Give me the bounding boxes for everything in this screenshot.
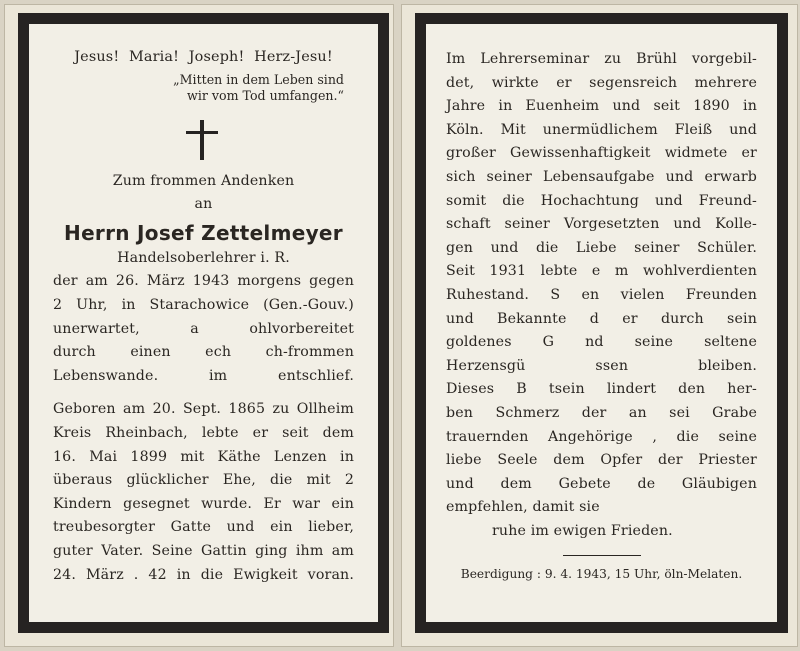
deceased-title: Handelsoberlehrer i. R.	[117, 249, 290, 266]
text-line: Geboren am 20. Sept. 1865 zu Ollheim	[53, 401, 354, 418]
text-line: 2 Uhr, in Starachowice (Gen.-Gouv.)	[53, 296, 354, 313]
left-mourning-frame	[18, 13, 389, 633]
biography-paragraph	[446, 48, 757, 520]
text-line: ben Schmerz der an sei Grabe	[446, 404, 757, 421]
life-paragraph	[53, 398, 354, 587]
remembrance-line-1: Zum frommen Andenken	[112, 172, 295, 189]
text-line: und Bekannte d er durch sein	[446, 310, 757, 327]
text-line: Kindern gesegnet wurde. Er war ein	[53, 495, 354, 512]
text-line: empfehlen, damit sie	[446, 499, 600, 516]
divider	[563, 555, 641, 556]
latin-cross-icon	[53, 120, 354, 164]
text-line: treubesorgter Gatte und ein lieber,	[53, 519, 354, 536]
text-line: det, wirkte er segensreich mehrere	[446, 74, 757, 91]
death-paragraph	[53, 270, 354, 388]
text-line: guter Vater. Seine Gattin ging ihm am	[53, 542, 354, 559]
burial-notice: Beerdigung : 9. 4. 1943, 15 Uhr, öln-Melaten.	[460, 567, 743, 582]
text-line: überaus glücklicher Ehe, die mit 2	[53, 472, 354, 489]
text-line: Seit 1931 lebte e m wohlverdienten	[446, 263, 757, 280]
text-line: sich seiner Lebensaufgabe und erwarb	[446, 168, 757, 185]
text-line: Dieses B tsein lindert den her-	[446, 381, 757, 398]
text-line: schaft seiner Vorgesetzten und Kolle-	[446, 216, 757, 233]
text-line: und dem Gebete de Gläubigen	[446, 475, 757, 492]
text-line: trauernden Angehörige , die seine	[446, 428, 757, 445]
text-line: unerwartet, a ohlvorbereitet	[53, 320, 354, 337]
invocation: Jesus! Maria! Joseph! Herz-Jesu!	[74, 49, 333, 65]
motto-line-2: wir vom Tod umfangen.“	[187, 87, 344, 103]
text-line: goldenes G nd seine seltene	[446, 334, 757, 351]
text-line: liebe Seele dem Opfer der Priester	[446, 452, 757, 469]
left-card-page	[4, 4, 394, 647]
motto-line-1: „Mitten in dem Leben sind	[173, 71, 344, 87]
right-mourning-frame	[415, 13, 788, 633]
text-line: der am 26. März 1943 morgens gegen	[53, 273, 354, 290]
text-line: 24. März . 42 in die Ewigkeit voran.	[53, 566, 354, 583]
text-line: Jahre in Euenheim und seit 1890 in	[446, 98, 757, 115]
text-line: Köln. Mit unermüdlichem Fleiß und	[446, 121, 757, 138]
text-line: Herzensgü ssen bleiben.	[446, 357, 757, 374]
remembrance-line-2: an	[194, 196, 213, 213]
right-card-page	[401, 4, 798, 647]
text-line: 16. Mai 1899 mit Käthe Lenzen in	[53, 448, 354, 465]
deceased-name: Herrn Josef Zettelmeyer	[64, 220, 343, 245]
text-line: gen und die Liebe seiner Schüler.	[446, 239, 757, 256]
text-line: Ruhestand. S en vielen Freunden	[446, 286, 757, 303]
text-line: Lebenswande. im entschlief.	[53, 367, 354, 384]
text-line: großer Gewissenhaftigkeit widmete er	[446, 145, 757, 162]
text-line: Im Lehrerseminar zu Brühl vorgebil-	[446, 51, 757, 67]
closing-blessing: ruhe im ewigen Frieden.	[492, 522, 673, 539]
text-line: somit die Hochachtung und Freund-	[446, 192, 757, 209]
text-line: Kreis Rheinbach, lebte er seit dem	[53, 424, 354, 441]
text-line: durch einen ech ch-frommen	[53, 344, 354, 361]
